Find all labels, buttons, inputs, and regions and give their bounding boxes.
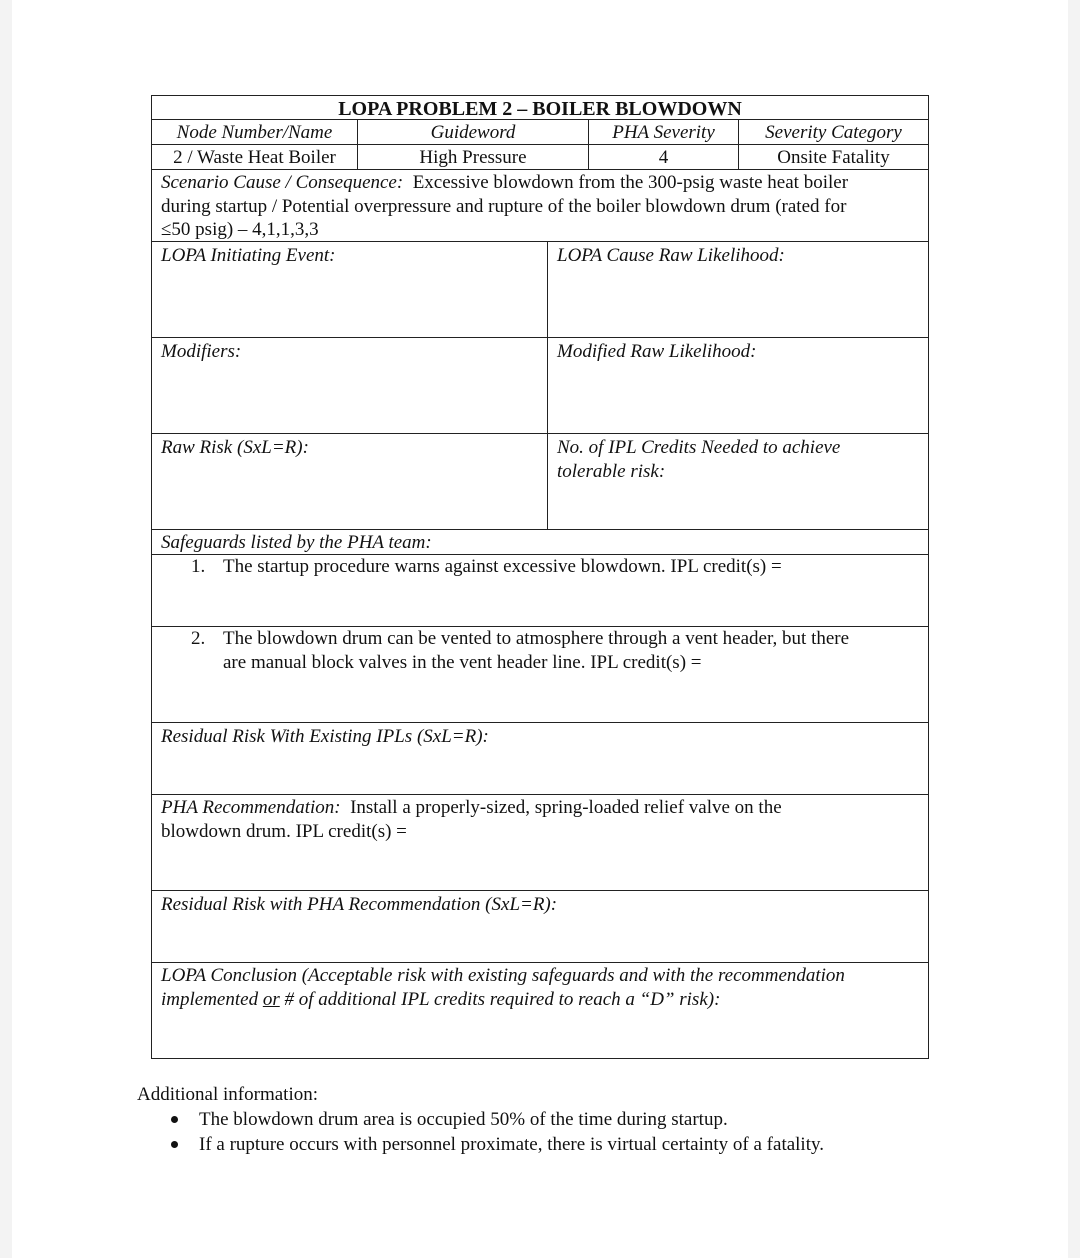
safeguard-item-1 (152, 555, 928, 627)
safeguard-2-line1: The blowdown drum can be vented to atmosphere through a vent header, but there (223, 628, 850, 649)
scenario-text (152, 171, 928, 241)
conclusion-or-underlined: or (262, 988, 280, 1010)
scenario-label: Scenario Cause / Consequence: (161, 172, 404, 193)
conclusion-line1: LOPA Conclusion (Acceptable risk with existing safeguards and with the recommendation (161, 965, 845, 986)
residual-risk-recommendation-row (152, 891, 928, 963)
additional-info-bullet-2: If a rupture occurs with personnel proximate, there is virtual certainty of a fatality. (199, 1134, 825, 1155)
modifiers-label: Modifiers: (161, 341, 242, 362)
raw-risk-row (152, 434, 928, 530)
safeguard-2-number: 2. (191, 628, 206, 649)
header-row (152, 120, 928, 145)
residual-risk-existing-row (152, 723, 928, 795)
initiating-event-row (152, 242, 928, 338)
safeguard-1-line1: The startup procedure warns against excessive blowdown. IPL credit(s) = (223, 556, 782, 577)
pha-recommendation-row (152, 795, 928, 891)
bullet-dot-2 (171, 1141, 178, 1148)
residual-risk-existing-label: Residual Risk With Existing IPLs (SxL=R): (161, 726, 489, 747)
lopa-conclusion-row (152, 963, 928, 1058)
value-guideword: High Pressure (357, 145, 588, 169)
value-pha-severity: 4 (588, 145, 738, 169)
scenario-line3: ≤50 psig) – 4,1,1,3,3 (161, 219, 319, 240)
pha-recommendation-line1: Install a properly-sized, spring-loaded relief valve on the (350, 797, 782, 818)
safeguards-label-row (152, 530, 928, 555)
ipl-credits-needed-label (557, 436, 917, 483)
worksheet-title: LOPA PROBLEM 2 – BOILER BLOWDOWN (338, 98, 742, 120)
lopa-worksheet-table (151, 95, 929, 1059)
safeguards-label: Safeguards listed by the PHA team: (161, 532, 432, 553)
value-node: 2 / Waste Heat Boiler (173, 147, 336, 168)
pha-recommendation-line2: blowdown drum. IPL credit(s) = (161, 820, 407, 842)
title-row (152, 96, 928, 120)
safeguard-1-number: 1. (191, 556, 206, 577)
value-severity-category: Onsite Fatality (738, 145, 928, 169)
additional-info-heading: Additional information: (137, 1084, 319, 1105)
pha-recommendation-text (152, 796, 928, 890)
lopa-conclusion-text (152, 964, 928, 1058)
header-node: Node Number/Name (176, 122, 333, 143)
values-row (152, 145, 928, 170)
modifiers-row (152, 338, 928, 434)
modified-raw-likelihood-label: Modified Raw Likelihood: (557, 341, 757, 362)
raw-risk-label: Raw Risk (SxL=R): (161, 437, 309, 458)
pha-recommendation-label: PHA Recommendation: (161, 797, 341, 818)
residual-risk-recommendation-label: Residual Risk with PHA Recommendation (SxL=R): (161, 894, 558, 915)
safeguard-2-line2: are manual block valves in the vent header line. IPL credit(s) = (223, 652, 702, 673)
cause-raw-likelihood-label: LOPA Cause Raw Likelihood: (557, 245, 785, 266)
bullet-dot-1 (171, 1116, 178, 1123)
conclusion-line2-pre: implemented (161, 988, 263, 1010)
initiating-event-label: LOPA Initiating Event: (161, 245, 336, 266)
safeguard-1-text (191, 555, 943, 579)
header-guideword: Guideword (357, 120, 588, 144)
safeguard-item-2 (152, 627, 928, 723)
scenario-line1: Excessive blowdown from the 300-psig waste heat boiler (412, 172, 849, 193)
conclusion-line2-post: # of additional IPL credits required to reach a “D” risk): (279, 988, 721, 1010)
safeguard-2-text (191, 627, 943, 675)
ipl-credits-needed-line2: tolerable risk: (557, 460, 666, 482)
ipl-credits-needed-line1: No. of IPL Credits Needed to achieve (557, 437, 841, 458)
scenario-row (152, 170, 928, 242)
header-severity-category: Severity Category (738, 120, 928, 144)
header-pha-severity: PHA Severity (588, 120, 738, 144)
additional-info-bullet-1: The blowdown drum area is occupied 50% of the time during startup. (199, 1109, 728, 1130)
scenario-line2: during startup / Potential overpressure and rupture of the boiler blowdown drum (rated for (161, 195, 847, 217)
